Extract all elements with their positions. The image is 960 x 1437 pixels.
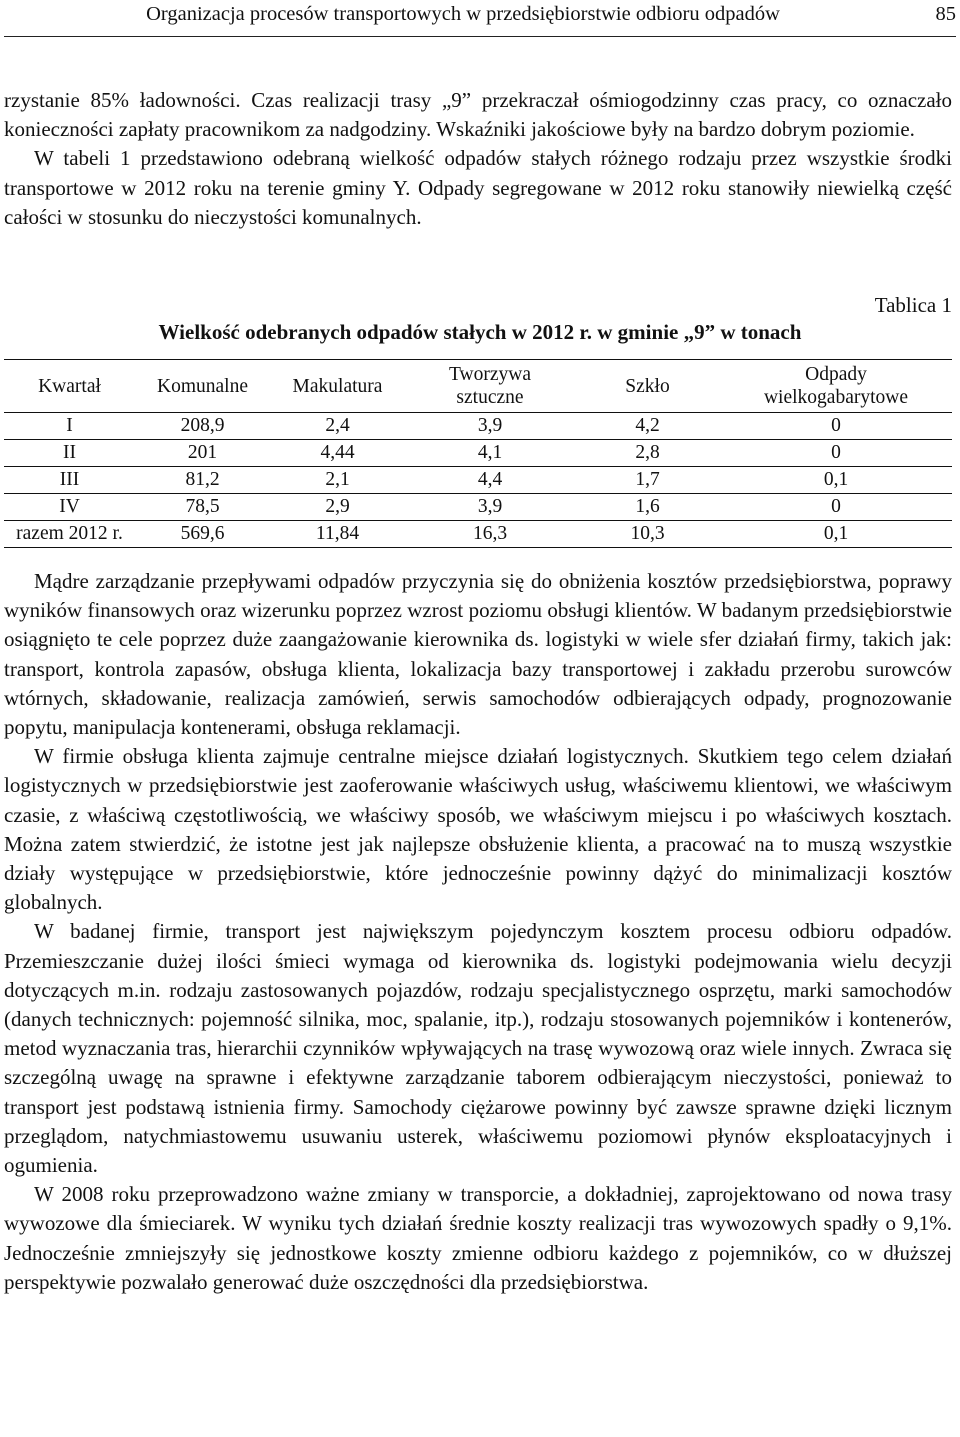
table-cell: razem 2012 r. — [4, 521, 135, 548]
waste-table — [4, 359, 952, 548]
table-cell: 201 — [135, 440, 270, 467]
running-header-title: Organizacja procesów transportowych w przedsiębiorstwie odbioru odpadów — [146, 3, 780, 25]
table-cell: II — [4, 440, 135, 467]
table-row — [4, 494, 952, 521]
paragraph: Mądre zarządzanie przepływami odpadów przyczynia się do obniżenia kosztów przedsiębiorstwa, poprawy wyników finansowych oraz wizerunku poprzez wzrost poziomu obsługi klientów. W badanym przedsiębiorstwie osiągnięto te cele poprzez duże zaangażowanie kierownika ds. logistyki w wiele sfer działań firmy, takich jak: transport, kontrola zapasów, obsługa klienta, lokalizacja bazy transportowej i zakładu przerobu surowców wtórnych, składowanie, realizacja zamówień, serwis samochodów odbierających odpady, prognozowanie popytu, manipulacja kontenerami, obsługa reklamacji. — [4, 569, 952, 740]
table-cell: 3,9 — [405, 494, 575, 521]
col-header-szklo: Szkło — [575, 360, 720, 413]
table-cell: 4,2 — [575, 413, 720, 440]
table-row — [4, 413, 952, 440]
table-cell: 0 — [720, 440, 952, 467]
table-cell: 4,1 — [405, 440, 575, 467]
table-row — [4, 467, 952, 494]
body-text — [4, 567, 952, 1297]
table-cell: IV — [4, 494, 135, 521]
table-cell: 1,6 — [575, 494, 720, 521]
table-cell: 11,84 — [270, 521, 405, 548]
table-cell: 0,1 — [720, 467, 952, 494]
table-label: Tablica 1 — [874, 293, 952, 317]
table-body — [4, 413, 952, 548]
table-cell: 2,8 — [575, 440, 720, 467]
table-cell: 0,1 — [720, 521, 952, 548]
table-cell: 2,4 — [270, 413, 405, 440]
col-header-komunalne: Komunalne — [135, 360, 270, 413]
page-number: 85 — [935, 3, 956, 25]
table-cell: I — [4, 413, 135, 440]
col-header-tworzywa: Tworzywa sztuczne — [405, 360, 575, 413]
table-row — [4, 521, 952, 548]
table-cell: 2,1 — [270, 467, 405, 494]
table-cell: 1,7 — [575, 467, 720, 494]
table-cell: 208,9 — [135, 413, 270, 440]
col-header-makulatura: Makulatura — [270, 360, 405, 413]
table-cell: 78,5 — [135, 494, 270, 521]
col-header-wielkogabarytowe: Odpady wielkogabarytowe — [720, 360, 952, 413]
table-cell: 3,9 — [405, 413, 575, 440]
paragraph: W tabeli 1 przedstawiono odebraną wielkość odpadów stałych różnego rodzaju przez wszystkie środki transportowe w 2012 roku na terenie gminy Y. Odpady segregowane w 2012 roku stanowiły niewielką część całości w stosunku do nieczystości komunalnych. — [4, 146, 952, 229]
table-cell: 4,44 — [270, 440, 405, 467]
table-cell: 569,6 — [135, 521, 270, 548]
col-header-kwartal: Kwartał — [4, 360, 135, 413]
table-cell: 0 — [720, 413, 952, 440]
running-header — [4, 0, 956, 37]
table-cell: III — [4, 467, 135, 494]
table-title: Wielkość odebranych odpadów stałych w 2012 r. w gminie „9” w tonach — [158, 320, 802, 344]
table-cell: 4,4 — [405, 467, 575, 494]
table-row — [4, 440, 952, 467]
paragraph: W badanej firmie, transport jest największym pojedynczym kosztem procesu odbioru odpadów. Przemieszczanie dużej ilości śmieci wymaga od kierownika ds. logistyki podejmowania wielu decyzji dotyczących m.in. rodzaju zastosowanych pojazdów, rodzaju specjalistycznego osprzętu, marki samochodów (danych technicznych: pojemność silnika, moc, spalanie, itp.), rodzaju stosowanych pojemników i kontenerów, metod wyznaczania tras, hierarchii czynników wpływających na trasę wywozową oraz wiele innych. Zwraca się szczególną uwagę na sprawne i efektywne zarządzanie taborem odbierającym nieczystości, ponieważ to transport jest podstawą istnienia firmy. Samochody ciężarowe powinny być zawsze sprawne dzięki licznym przeglądom, natychmiastowemu usuwaniu usterek, właściwemu poziomowi płynów eksploatacyjnych i ogumienia. — [4, 919, 952, 1178]
table-cell: 10,3 — [575, 521, 720, 548]
intro-text — [4, 86, 952, 232]
table-cell: 2,9 — [270, 494, 405, 521]
paragraph: W firmie obsługa klienta zajmuje centralne miejsce działań logistycznych. Skutkiem tego celem działań logistycznych w przedsiębiorstwie jest zaoferowanie właściwych usług, właściwemu klientowi, we właściwym czasie, z właściwą częstotliwością, we właściwy sposób, we właściwym miejscu i po właściwych kosztach. Można zatem stwierdzić, że istotne jest jak najlepsze obsłużenie klienta, a pracować na to muszą wszystkie działy występujące w przedsiębiorstwie, które jednocześnie powinny dążyć do minimalizacji kosztów globalnych. — [4, 744, 952, 915]
table-cell: 81,2 — [135, 467, 270, 494]
paragraph: rzystanie 85% ładowności. Czas realizacji trasy „9” przekraczał ośmiogodzinny czas pracy, co oznaczało konieczności zapłaty pracownikom za nadgodziny. Wskaźniki jakościowe były na bardzo dobrym poziomie. — [4, 88, 952, 142]
table-cell: 0 — [720, 494, 952, 521]
table-cell: 16,3 — [405, 521, 575, 548]
table-header-row — [4, 360, 952, 413]
paragraph: W 2008 roku przeprowadzono ważne zmiany w transporcie, a dokładniej, zaprojektowano od nowa trasy wywozowe dla śmieciarek. W wyniku tych działań średnie koszty realizacji tras wywozowych spadły o 9,1%. Jednocześnie zmniejszyły się jednostkowe koszty zmienne odbioru każdego z pojemników, co w dłuższej perspektywie pozwalało generować duże oszczędności dla przedsiębiorstwa. — [4, 1182, 952, 1294]
